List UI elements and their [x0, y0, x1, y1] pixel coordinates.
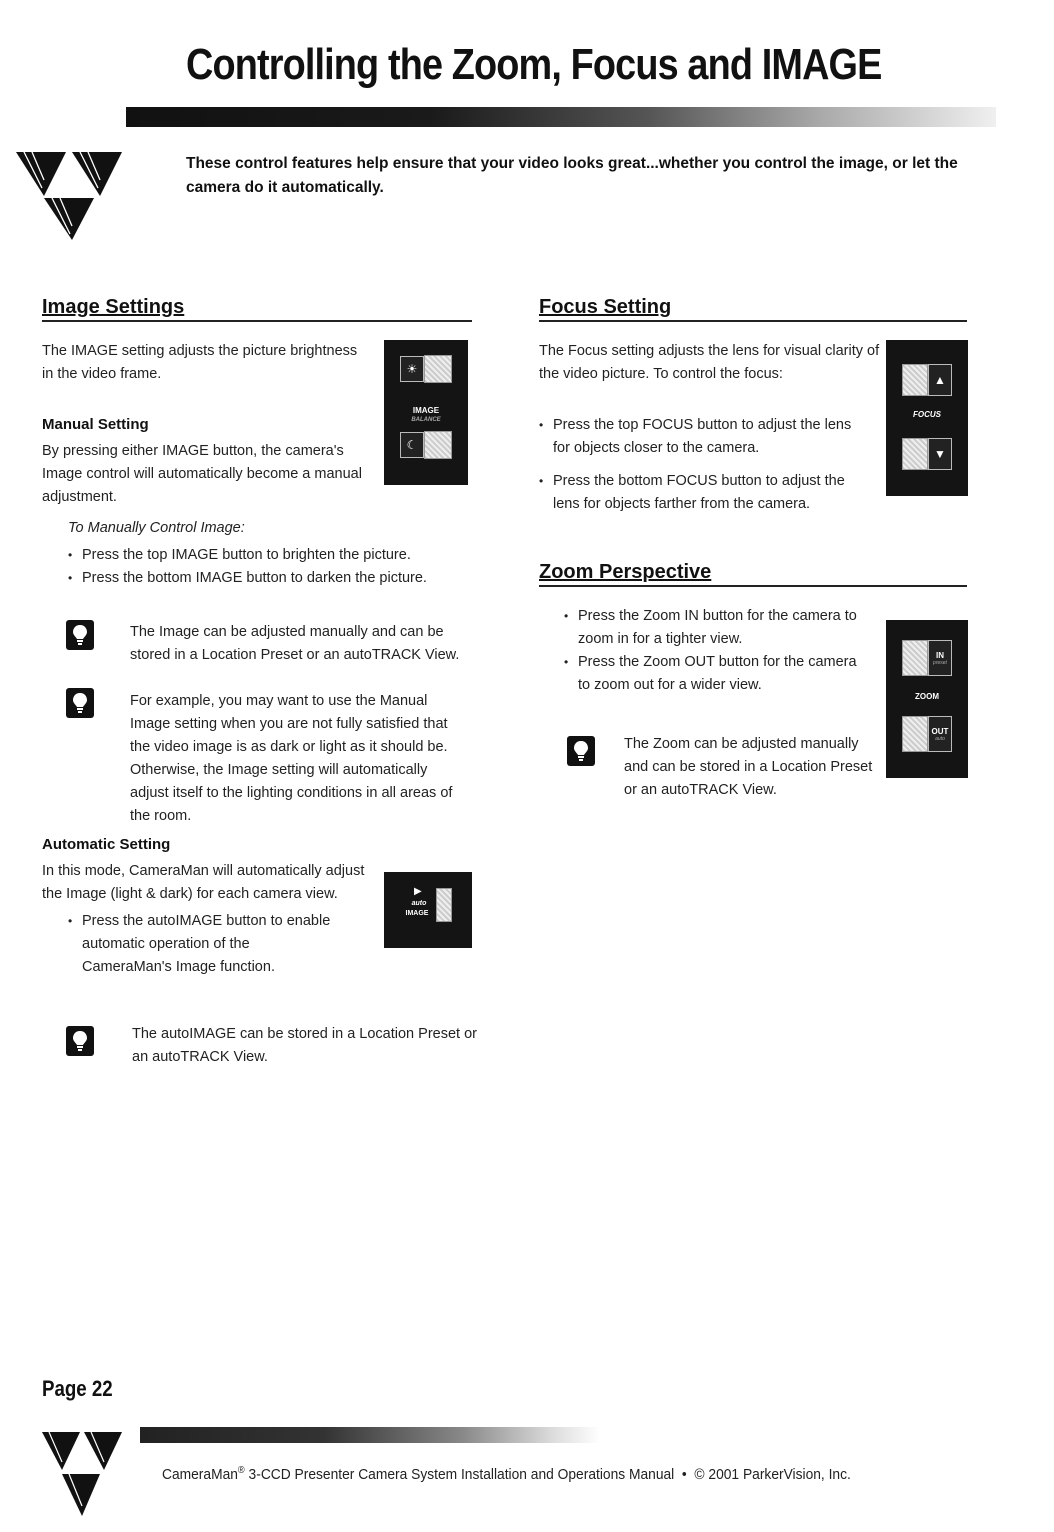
focus-down-arrow-icon: ▼ [928, 438, 952, 470]
focus-panel-label: FOCUS [913, 410, 941, 419]
zoom-in-button-tile [902, 640, 928, 676]
tip-text-1: The Image can be adjusted manually and can be stored in a Location Preset or an autoTRACK View. [130, 624, 460, 663]
image-panel-sublabel: BALANCE [411, 417, 441, 423]
image-top-button [424, 355, 452, 383]
auto-image-button [436, 888, 452, 922]
image-settings-heading: Image Settings [42, 296, 472, 322]
manual-setting-heading: Manual Setting [42, 416, 149, 433]
brighten-button-icon: ☀ [400, 356, 424, 382]
image-settings-intro: The IMAGE setting adjusts the picture brightness in the video frame. [42, 343, 358, 382]
list-item: • Press the bottom IMAGE button to darken the picture. [68, 567, 448, 590]
auto-panel-label: auto [411, 900, 427, 907]
focus-setting-heading: Focus Setting [539, 296, 967, 322]
zoom-panel-label: ZOOM [915, 692, 939, 701]
focus-bottom-button-tile [902, 438, 928, 470]
zoom-in-button: IN preset [928, 640, 952, 676]
zoom-tip-text: The Zoom can be adjusted manually and can be stored in a Location Preset or an autoTRACK View. [624, 736, 873, 798]
list-item: • Press the bottom FOCUS button to adjust the lens for objects farther from the camera. [539, 470, 869, 516]
list-item: • Press the top IMAGE button to brighten the picture. [68, 544, 448, 567]
manual-setting-text: By pressing either IMAGE button, the camera's Image control will automatically become a manual adjustment. [42, 443, 362, 505]
header-bar [126, 107, 996, 127]
focus-top-button-tile [902, 364, 928, 396]
list-item: • Press the Zoom OUT button for the camera to zoom out for a wider view. [564, 651, 864, 697]
intro-text: These control features help ensure that your video looks great...whether you control the image, or let the camera do it automatically. [186, 155, 958, 196]
automatic-setting-text: In this mode, CameraMan will automatically adjust the Image (light & dark) for each camera view. [42, 863, 365, 902]
darken-button-icon: ☾ [400, 432, 424, 458]
logo-mark-top [14, 150, 126, 242]
logo-mark-bottom [40, 1430, 126, 1520]
footer-text: CameraMan® 3-CCD Presenter Camera System Installation and Operations Manual • © 2001 ParkerVision, Inc. [162, 1465, 851, 1483]
zoom-bullets [564, 605, 864, 697]
manual-bullets [68, 544, 448, 590]
list-item: • Press the top FOCUS button to adjust the lens for objects closer to the camera. [539, 414, 869, 460]
page-title: Controlling the Zoom, Focus and IMAGE [186, 40, 882, 89]
tip-lightbulb-icon [66, 688, 94, 718]
automatic-bullets [68, 910, 338, 979]
focus-up-arrow-icon: ▲ [928, 364, 952, 396]
footer-bar [140, 1427, 600, 1443]
manual-control-subheading: To Manually Control Image: [68, 520, 245, 536]
tip-text-3: The autoIMAGE can be stored in a Location Preset or an autoTRACK View. [132, 1026, 477, 1065]
image-bottom-button [424, 431, 452, 459]
zoom-out-button-tile [902, 716, 928, 752]
auto-panel-label-image: IMAGE [405, 910, 429, 917]
tip-lightbulb-icon [567, 736, 595, 766]
focus-bullets [539, 414, 869, 516]
play-icon: ▶ [414, 886, 422, 897]
image-panel-label: IMAGE [412, 406, 440, 415]
focus-button-panel [886, 340, 968, 496]
tip-text-2: For example, you may want to use the Manual Image setting when you are not fully satisfied that the video image is as dark or light as it should be. Otherwise, the Image setting will automatically adjust itself to the lighting conditions in all areas of the room. [130, 693, 453, 824]
image-button-panel [384, 340, 468, 485]
list-item: • Press the autoIMAGE button to enable automatic operation of the CameraMan's Image function. [68, 910, 338, 979]
automatic-setting-heading: Automatic Setting [42, 836, 171, 853]
tip-lightbulb-icon [66, 1026, 94, 1056]
auto-image-button-panel [384, 872, 472, 948]
zoom-perspective-heading: Zoom Perspective [539, 561, 967, 587]
list-item: • Press the Zoom IN button for the camera to zoom in for a tighter view. [564, 605, 864, 651]
zoom-out-button: OUT auto [928, 716, 952, 752]
tip-lightbulb-icon [66, 620, 94, 650]
page-number: Page 22 [42, 1376, 113, 1401]
focus-setting-intro: The Focus setting adjusts the lens for visual clarity of the video picture. To control the focus: [539, 343, 880, 382]
zoom-button-panel [886, 620, 968, 778]
